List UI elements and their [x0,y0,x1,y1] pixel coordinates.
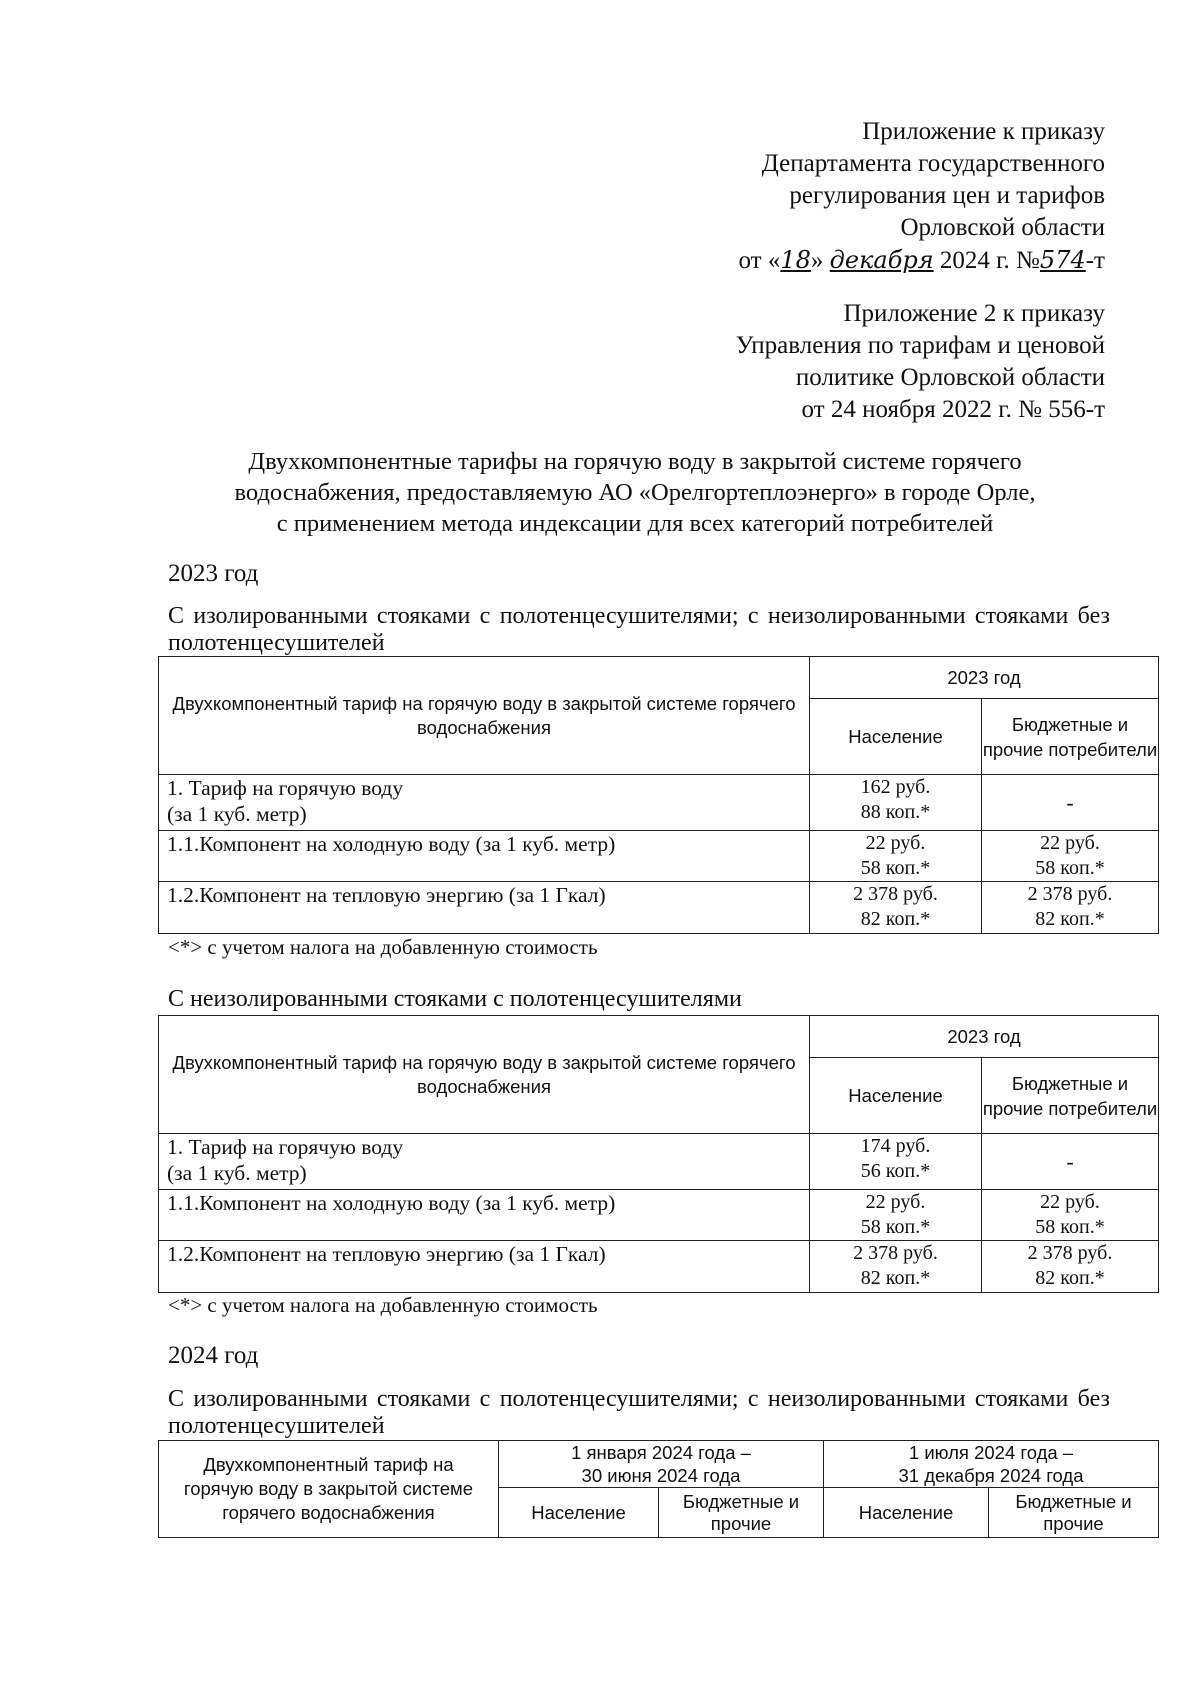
header-period-2: 1 июля 2024 года – 31 декабря 2024 года [824,1441,1159,1488]
column-population: Население [824,1488,989,1538]
table-row [159,1134,1159,1190]
handwritten-day: 18 [780,246,811,274]
value-budget: 22 руб. 58 коп.* [982,1190,1159,1241]
header-line: регулирования цен и тарифов [789,182,1105,209]
table-row [159,831,1159,882]
column-budget: Бюджетные и прочие потребители [982,699,1159,775]
table-row [159,882,1159,934]
header-year: 2023 год [810,657,1159,699]
tariff-table-3 [158,1440,1159,1538]
title-line: водоснабжения, предоставляемую АО «Орелгортеплоэнерго» в городе Орле, [234,479,1036,506]
title-line: с применением метода индексации для всех категорий потребителей [276,510,994,537]
header-line: Управления по тарифам и ценовой [735,332,1105,359]
handwritten-number: 574 [1039,246,1086,274]
section-subtitle: С изолированными стояками с полотенцесушителями; с неизолированными стояками без полотенцесушителей [168,1386,1110,1439]
approval-header [739,116,1106,277]
value-budget: 2 378 руб. 82 коп.* [982,882,1159,934]
order-date-line [739,244,1106,277]
header-line: Приложение 2 к приказу [843,300,1105,327]
row-label: 1. Тариф на горячую воду (за 1 куб. метр) [159,775,810,831]
date-suffix: -т [1085,247,1105,274]
header-line: от 24 ноября 2022 г. № 556-т [801,396,1105,423]
header-description: Двухкомпонентный тариф на горячую воду в закрытой системе горячего водоснабжения [159,1441,499,1538]
value-budget: - [982,1134,1159,1190]
column-budget: Бюджетные и прочие [989,1488,1159,1538]
column-budget: Бюджетные и прочие [659,1488,824,1538]
column-population: Население [499,1488,659,1538]
section-subtitle: С изолированными стояками с полотенцесушителями; с неизолированными стояками без полотенцесушителей [168,603,1110,656]
value-population: 174 руб. 56 коп.* [810,1134,982,1190]
vat-footnote: <*> с учетом налога на добавленную стоимость [168,935,598,959]
table-row [159,775,1159,831]
header-period-1: 1 января 2024 года – 30 июня 2024 года [499,1441,824,1488]
title-line: Двухкомпонентные тарифы на горячую воду в закрытой системе горячего [248,448,1022,475]
value-budget: 2 378 руб. 82 коп.* [982,1241,1159,1293]
column-population: Население [810,1058,982,1134]
row-label: 1.1.Компонент на холодную воду (за 1 куб. метр) [159,831,810,882]
row-label: 1. Тариф на горячую воду (за 1 куб. метр) [159,1134,810,1190]
handwritten-month: декабря [829,246,934,274]
value-budget: - [982,775,1159,831]
row-label: 1.2.Компонент на тепловую энергию (за 1 Гкал) [159,882,810,934]
header-year: 2023 год [810,1016,1159,1058]
column-budget: Бюджетные и прочие потребители [982,1058,1159,1134]
tariff-table-2 [158,1015,1159,1293]
year-heading-2024: 2024 год [168,1342,259,1369]
value-population: 2 378 руб. 82 коп.* [810,1241,982,1293]
value-population: 22 руб. 58 коп.* [810,1190,982,1241]
tariff-table-1 [158,656,1159,934]
row-label: 1.2.Компонент на тепловую энергию (за 1 Гкал) [159,1241,810,1293]
value-population: 22 руб. 58 коп.* [810,831,982,882]
header-line: политике Орловской области [795,364,1105,391]
document-title [150,446,1120,539]
table-row [159,1241,1159,1293]
header-description: Двухкомпонентный тариф на горячую воду в закрытой системе горячего водоснабжения [159,657,810,775]
vat-footnote: <*> с учетом налога на добавленную стоимость [168,1293,598,1317]
date-year: 2024 г. № [939,247,1040,274]
year-heading-2023: 2023 год [168,560,259,587]
value-budget: 22 руб. 58 коп.* [982,831,1159,882]
date-prefix: от « [738,247,781,274]
section-subtitle: С неизолированными стояками с полотенцесушителями [168,986,742,1012]
header-line: Орловской области [900,214,1105,241]
date-mid: » [810,247,824,274]
header-line: Приложение к приказу [862,118,1105,145]
header-line: Департамента государственного [761,150,1105,177]
value-population: 162 руб. 88 коп.* [810,775,982,831]
column-population: Население [810,699,982,775]
table-row [159,1190,1159,1241]
row-label: 1.1.Компонент на холодную воду (за 1 куб. метр) [159,1190,810,1241]
value-population: 2 378 руб. 82 коп.* [810,882,982,934]
original-order-header [736,298,1105,426]
header-description: Двухкомпонентный тариф на горячую воду в закрытой системе горячего водоснабжения [159,1016,810,1134]
